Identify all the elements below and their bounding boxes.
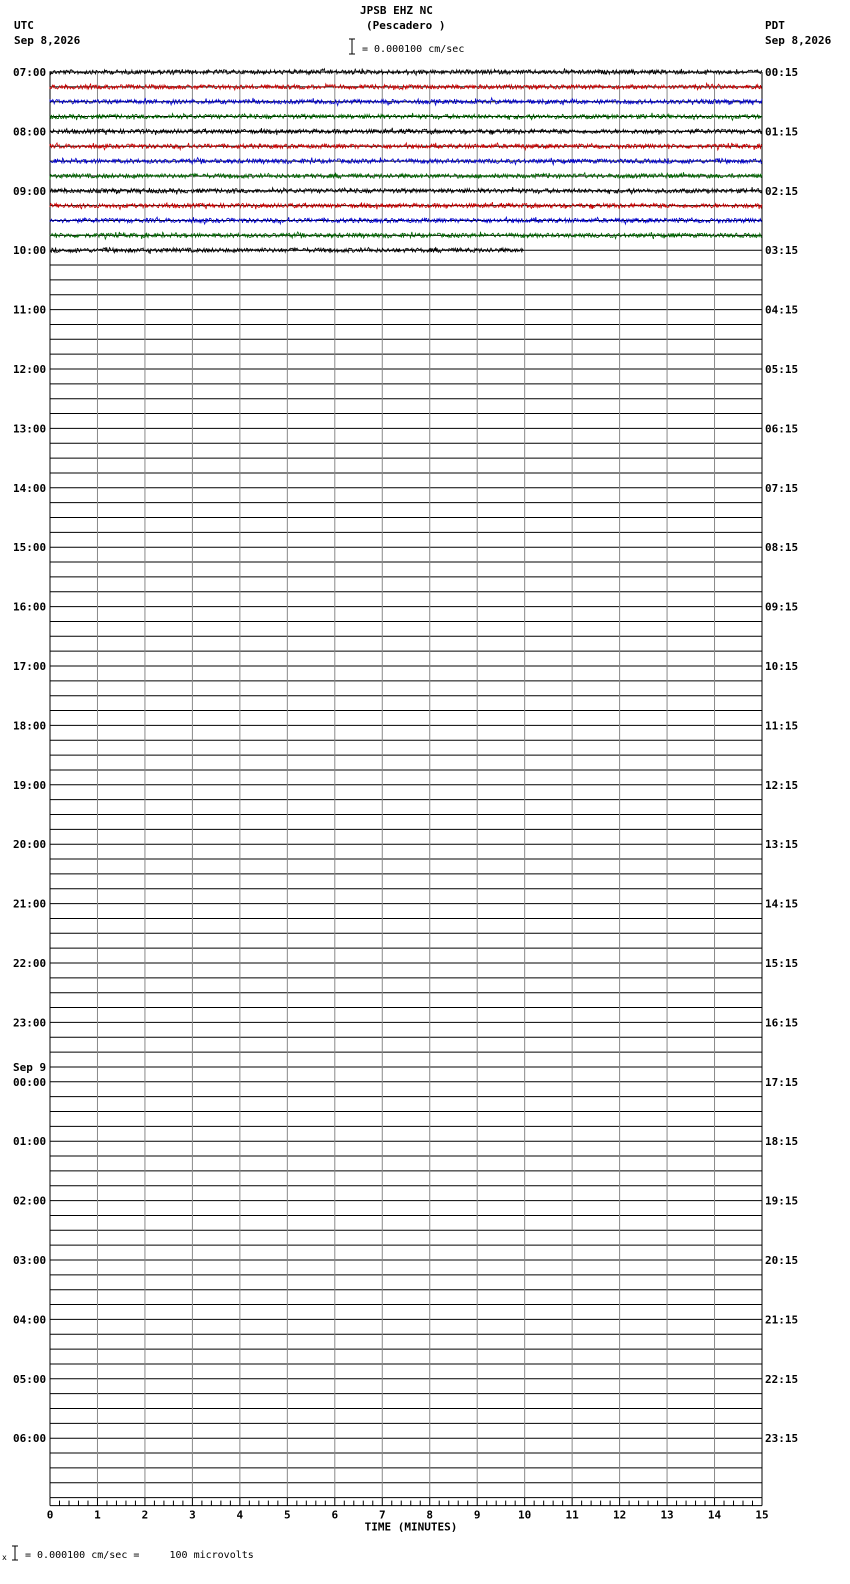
pdt-hour-label: 08:15: [765, 541, 799, 555]
pdt-hour-label: 18:15: [765, 1135, 799, 1149]
utc-hour-label: 09:00: [13, 184, 47, 198]
utc-hour-label: 14:00: [13, 481, 47, 495]
utc-hour-label: 20:00: [13, 838, 47, 852]
utc-hour-label: 05:00: [13, 1372, 47, 1386]
pdt-hour-label: 02:15: [765, 184, 799, 198]
date-change-label: Sep 9: [13, 1060, 47, 1074]
utc-hour-label: 15:00: [13, 541, 47, 555]
utc-hour-label: 08:00: [13, 125, 47, 139]
svg-text:x: x: [2, 1553, 7, 1562]
left-date: Sep 8,2026: [14, 34, 81, 47]
utc-hour-label: 03:00: [13, 1254, 47, 1267]
pdt-hour-label: 20:15: [765, 1254, 799, 1267]
utc-hour-label: 10:00: [13, 244, 47, 258]
pdt-hour-label: 07:15: [765, 481, 799, 495]
right-date: Sep 8,2026: [765, 34, 832, 47]
utc-hour-label: 22:00: [13, 957, 47, 970]
left-timezone: UTC: [14, 19, 34, 32]
x-tick-label: 7: [378, 1508, 386, 1522]
pdt-hour-label: 17:15: [765, 1075, 799, 1089]
x-tick-label: 11: [565, 1508, 579, 1522]
pdt-hour-label: 04:15: [765, 303, 799, 317]
utc-hour-label: 17:00: [13, 660, 47, 673]
x-tick-label: 12: [612, 1508, 627, 1522]
pdt-hour-label: 11:15: [765, 719, 799, 733]
pdt-hour-label: 22:15: [765, 1372, 799, 1386]
x-tick-label: 15: [755, 1508, 769, 1522]
pdt-hour-label: 01:15: [765, 125, 799, 139]
pdt-hour-label: 23:15: [765, 1432, 799, 1446]
station-location: (Pescadero ): [366, 19, 446, 32]
x-tick-label: 13: [660, 1508, 674, 1522]
x-tick-label: 5: [284, 1508, 291, 1522]
x-tick-label: 1: [94, 1508, 101, 1522]
utc-hour-label: 13:00: [13, 422, 47, 436]
pdt-hour-label: 15:15: [765, 957, 799, 970]
utc-hour-label: 23:00: [13, 1016, 47, 1030]
pdt-hour-label: 09:15: [765, 600, 799, 614]
x-tick-label: 10: [518, 1508, 532, 1522]
pdt-hour-label: 21:15: [765, 1313, 799, 1327]
pdt-hour-label: 03:15: [765, 244, 799, 258]
pdt-hour-label: 19:15: [765, 1194, 799, 1208]
pdt-hour-label: 14:15: [765, 897, 799, 911]
utc-hour-label: 02:00: [13, 1194, 47, 1208]
utc-hour-label: 19:00: [13, 778, 47, 792]
x-tick-label: 8: [426, 1508, 434, 1522]
utc-hour-label: 04:00: [13, 1313, 47, 1327]
pdt-hour-label: 05:15: [765, 363, 799, 376]
utc-hour-label: 07:00: [13, 66, 47, 79]
footer-scale-label: = 0.000100 cm/sec = 100 microvolts: [25, 1550, 254, 1561]
seismic-trace: [50, 113, 762, 120]
utc-hour-label: 06:00: [13, 1432, 47, 1446]
x-tick-label: 0: [46, 1508, 54, 1522]
scale-label: = 0.000100 cm/sec: [362, 44, 465, 55]
pdt-hour-label: 16:15: [765, 1016, 799, 1030]
x-tick-label: 4: [236, 1508, 244, 1522]
utc-hour-label: 18:00: [13, 719, 47, 733]
x-tick-label: 2: [141, 1508, 149, 1522]
utc-hour-label: 21:00: [13, 897, 47, 911]
x-tick-label: 14: [707, 1508, 722, 1522]
seismic-trace: [50, 128, 762, 135]
x-axis-title: TIME (MINUTES): [364, 1520, 458, 1534]
pdt-hour-label: 13:15: [765, 838, 799, 852]
pdt-hour-label: 10:15: [765, 660, 799, 673]
right-timezone: PDT: [765, 19, 785, 32]
footer-scale-bar-icon: [2, 1546, 18, 1562]
pdt-hour-label: 00:15: [765, 66, 799, 79]
station-title: JPSB EHZ NC: [360, 4, 433, 17]
utc-hour-label: 16:00: [13, 600, 47, 614]
pdt-hour-label: 06:15: [765, 422, 799, 436]
x-tick-label: 9: [473, 1508, 481, 1522]
x-tick-label: 3: [189, 1508, 196, 1522]
utc-hour-label: 11:00: [13, 303, 47, 317]
x-tick-label: 6: [331, 1508, 339, 1522]
scale-bar-icon: [349, 39, 355, 54]
pdt-hour-label: 12:15: [765, 778, 799, 792]
utc-hour-label: 00:00: [13, 1075, 47, 1089]
utc-hour-label: 12:00: [13, 363, 47, 376]
utc-hour-label: 01:00: [13, 1135, 47, 1149]
